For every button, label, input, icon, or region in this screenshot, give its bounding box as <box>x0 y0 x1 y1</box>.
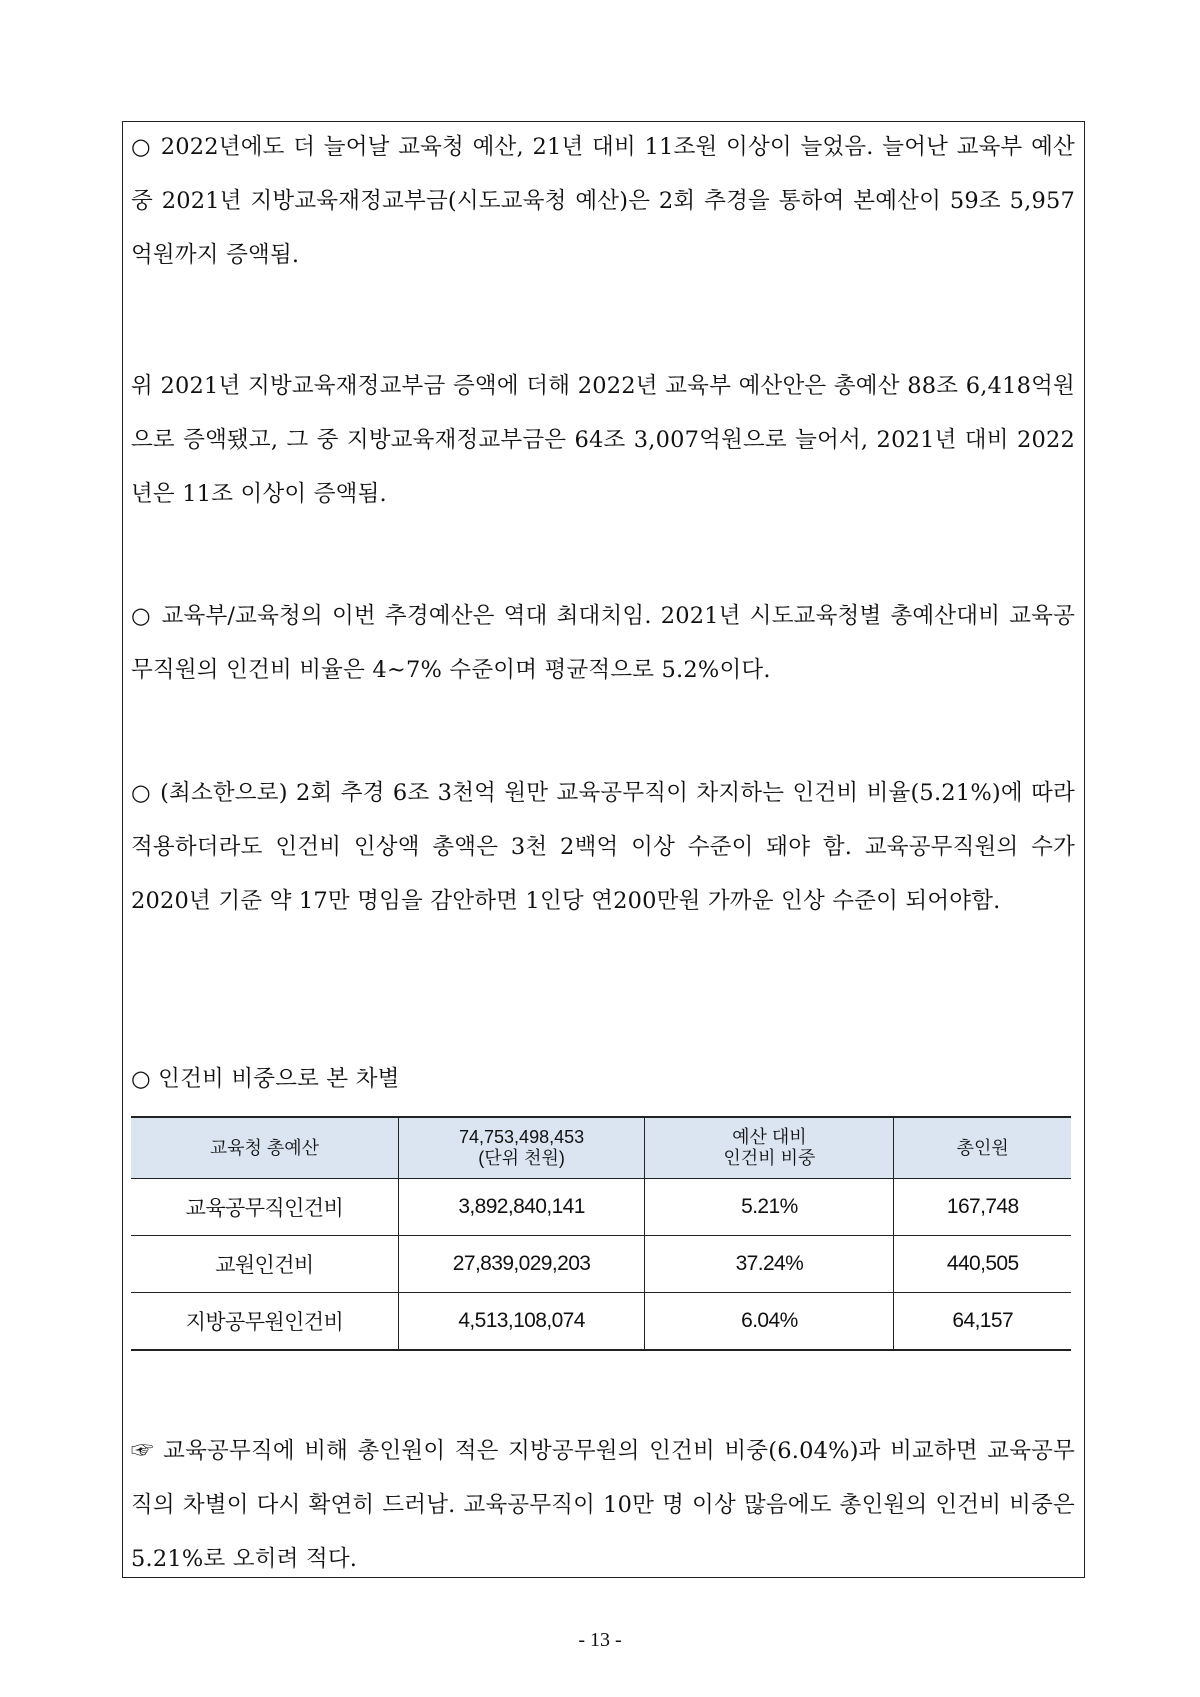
paragraph-minimum-raise: ○ (최소한으로) 2회 추경 6조 3천억 원만 교육공무직이 차지하는 인건비 비율(5.21%)에 따라 적용하더라도 인건비 인상액 총액은 3천 2백억 이상 수준이 돼야 함. 교육공무직원의 수가 2020년 기준 약 17만 명임을 감안하면 1인당 연200만원 가까운 인상 수준이 되어야함. <box>131 780 1075 914</box>
table-row <box>131 1293 1071 1351</box>
header-budget-unit: (단위 천원) <box>478 1148 565 1168</box>
header-total-budget: 교육청 총예산 <box>131 1117 398 1179</box>
row-amount: 27,839,029,203 <box>398 1236 644 1293</box>
paragraph-discrimination-conclusion: ☞ 교육공무직에 비해 총인원이 적은 지방공무원의 인건비 비중(6.04%)과 비교하면 교육공무직의 차별이 다시 확연히 드러남. 교육공무직이 10만 명 이상 많음에도 총인원의 인건비 비중은 5.21%로 오히려 적다. <box>131 1438 1075 1572</box>
row-amount: 3,892,840,141 <box>398 1179 644 1236</box>
header-labor-ratio <box>645 1117 894 1179</box>
table-row <box>131 1236 1071 1293</box>
row-ratio: 37.24% <box>645 1236 894 1293</box>
table-header-row <box>131 1117 1071 1179</box>
page-number: - 13 - <box>578 1629 622 1651</box>
labor-cost-table <box>131 1116 1071 1351</box>
table-heading: ○ 인건비 비중으로 본 차별 <box>131 1066 400 1092</box>
header-headcount: 총인원 <box>894 1117 1071 1179</box>
paragraph-2022-budget: 위 2021년 지방교육재정교부금 증액에 더해 2022년 교육부 예산안은 총예산 88조 6,418억원으로 증액됐고, 그 중 지방교육재정교부금은 64조 3,007억원으로 늘어서, 2021년 대비 2022년은 11조 이상이 증액됨. <box>131 373 1075 507</box>
row-ratio: 6.04% <box>645 1293 894 1351</box>
row-label: 교원인건비 <box>131 1236 398 1293</box>
row-headcount: 440,505 <box>894 1236 1071 1293</box>
header-budget-value: 74,753,498,453 <box>459 1127 585 1147</box>
row-ratio: 5.21% <box>645 1179 894 1236</box>
row-headcount: 167,748 <box>894 1179 1071 1236</box>
header-ratio-line2: 인건비 비중 <box>723 1148 816 1168</box>
table-row <box>131 1179 1071 1236</box>
row-label: 교육공무직인건비 <box>131 1179 398 1236</box>
header-budget-amount <box>398 1117 644 1179</box>
row-amount: 4,513,108,074 <box>398 1293 644 1351</box>
row-label: 지방공무원인건비 <box>131 1293 398 1351</box>
row-headcount: 64,157 <box>894 1293 1071 1351</box>
paragraph-budget-increase: ○ 2022년에도 더 늘어날 교육청 예산, 21년 대비 11조원 이상이 늘었음. 늘어난 교육부 예산 중 2021년 지방교육재정교부금(시도교육청 예산)은 2회 추경을 통하여 본예산이 59조 5,957억원까지 증액됨. <box>131 134 1075 268</box>
paragraph-supplementary-budget: ○ 교육부/교육청의 이번 추경예산은 역대 최대치임. 2021년 시도교육청별 총예산대비 교육공무직원의 인건비 비율은 4~7% 수준이며 평균적으로 5.2%이다. <box>131 603 1075 683</box>
header-ratio-line1: 예산 대비 <box>732 1127 807 1147</box>
